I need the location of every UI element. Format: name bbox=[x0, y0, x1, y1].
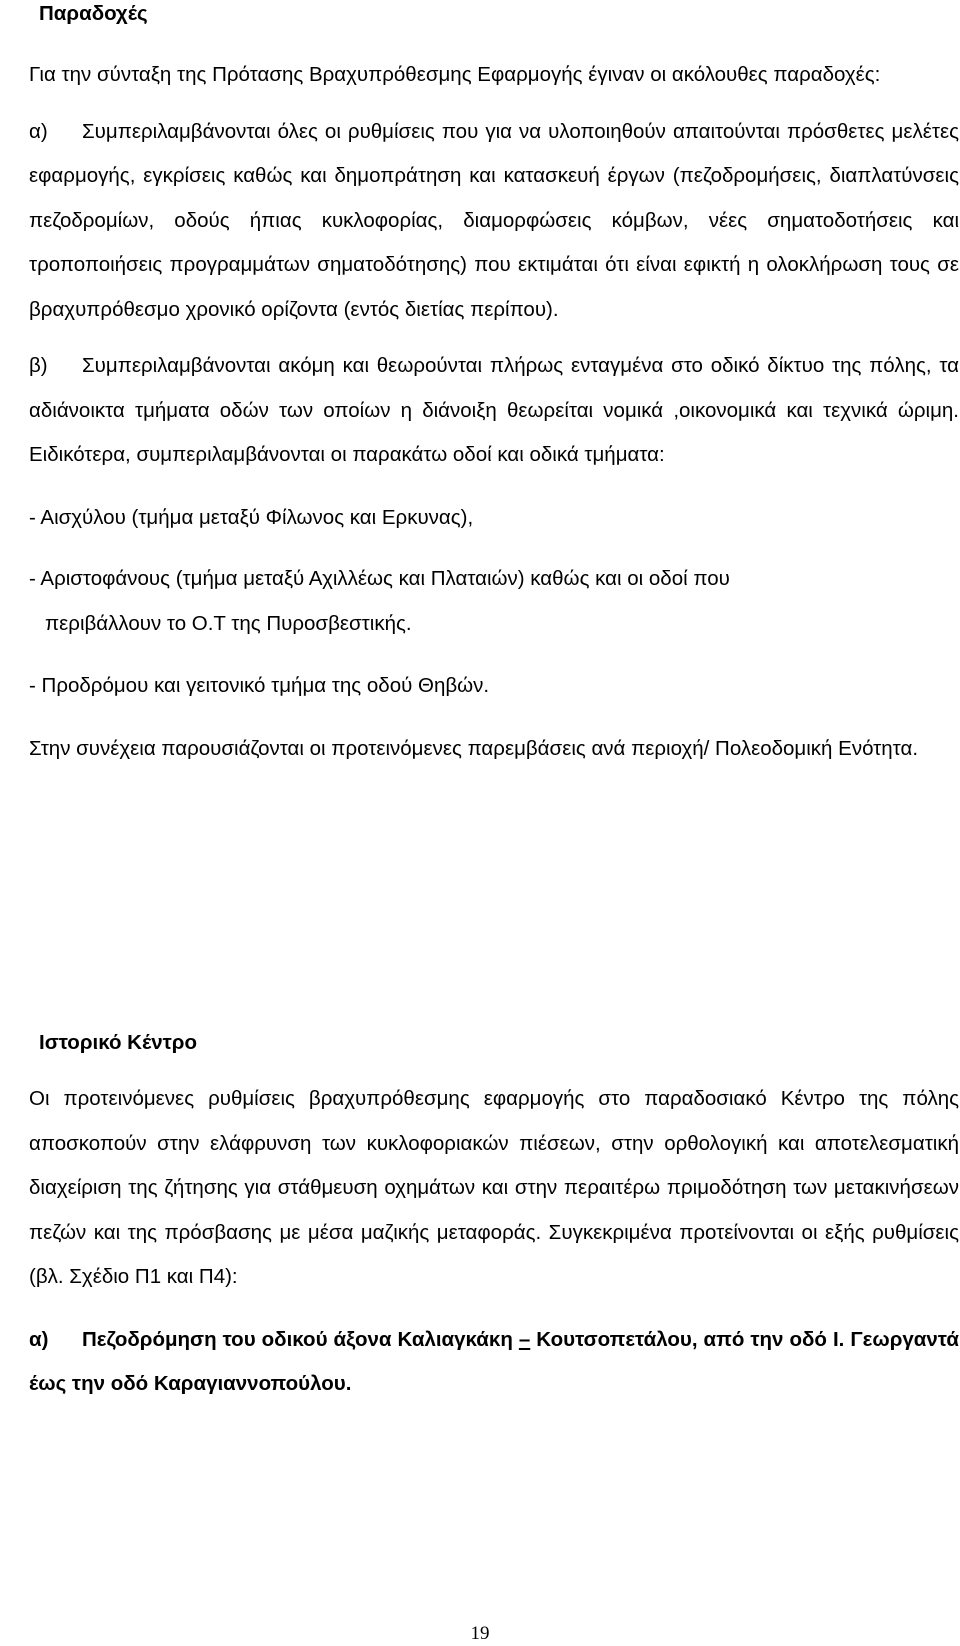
intro-paragraph: Για την σύνταξη της Πρότασης Βραχυπρόθεσμης Εφαρμογής έγιναν οι ακόλουθες παραδοχές: bbox=[29, 63, 881, 86]
list-marker: α) bbox=[29, 1327, 49, 1351]
historic-centre-paragraph: Οι προτεινόμενες ρυθμίσεις βραχυπρόθεσμης εφαρμογής στο παραδοσιακό Κέντρο της πόλης αποσκοπούν στην ελάφρυνση των κυκλοφοριακών πιέσεων, στην ορθολογική και αποτελεσματική διαχείριση της ζήτησης για στάθμευση οχημάτων και στην περαιτέρω πριμοδότηση των μετακινήσεων πεζών και της πρόσβασης με μέσα μαζικής μεταφοράς. Συγκεκριμένα προτείνονται οι εξής ρυθμίσεις (βλ. Σχέδιο Π1 και Π4): bbox=[29, 1087, 959, 1288]
list-marker: β) bbox=[29, 354, 48, 377]
section-1-body bbox=[29, 53, 959, 771]
measure-a-text-start: Πεζοδρόμηση του οδικού άξονα Καλιαγκάκη bbox=[82, 1327, 519, 1351]
assumption-b-text: Συμπεριλαμβάνονται ακόμη και θεωρούνται πλήρως ενταγμένα στο οδικό δίκτυο της πόλης, τα αδιάνοικτα τμήματα οδών των οποίων η διάνοιξη θεωρείται νομικά ,οικονομικά και τεχνικά ώριμη. Ειδικότερα, συμπεριλαμβάνονται οι παρακάτω οδοί και οδικά τμήματα: bbox=[29, 354, 959, 466]
assumption-a bbox=[29, 110, 959, 333]
measure-a bbox=[29, 1318, 959, 1407]
list-marker: α) bbox=[29, 119, 48, 143]
section-heading-historic-centre: Ιστορικό Κέντρο bbox=[39, 1031, 197, 1054]
assumption-b bbox=[29, 344, 959, 478]
section-2-body bbox=[29, 1077, 959, 1407]
road-item: - Προδρόμου και γειτονικό τμήμα της οδού Θηβών. bbox=[29, 674, 490, 697]
page-number: 19 bbox=[470, 1623, 490, 1644]
measure-a-dash: – bbox=[518, 1327, 531, 1351]
road-item: - Αισχύλου (τμήμα μεταξύ Φίλωνος και Ερκυνας), bbox=[29, 505, 474, 529]
road-item: - Αριστοφάνους (τμήμα μεταξύ Αχιλλέως και Πλαταιών) καθώς και οι οδοί που bbox=[29, 567, 730, 590]
closing-paragraph: Στην συνέχεια παρουσιάζονται οι προτεινόμενες παρεμβάσεις ανά περιοχή/ Πολεοδομική Ενότητα. bbox=[29, 736, 919, 760]
assumption-a-text: Συμπεριλαμβάνονται όλες οι ρυθμίσεις που για να υλοποιηθούν απαιτούνται πρόσθετες μελέτες εφαρμογής, εγκρίσεις καθώς και δημοπράτηση και κατασκευή έργων (πεζοδρομήσεις, διαπλατύνσεις πεζοδρομίων, οδούς ήπιας κυκλοφορίας, διαμορφώσεις κόμβων, νέες σηματοδοτήσεις και τροποποιήσεις προγραμμάτων σηματοδότησης) που εκτιμάται ότι είναι εφικτή η ολοκλήρωση τους σε βραχυπρόθεσμο χρονικό ορίζοντα (εντός διετίας περίπου). bbox=[29, 119, 959, 321]
measure-a-text-end: Κουτσοπετάλου, από την οδό Ι. Γεωργαντά έως την οδό Καραγιαννοπούλου. bbox=[29, 1327, 959, 1395]
road-item-continuation: περιβάλλουν το Ο.Τ της Πυροσβεστικής. bbox=[45, 611, 412, 635]
section-heading-paradoxes: Παραδοχές bbox=[39, 2, 148, 25]
